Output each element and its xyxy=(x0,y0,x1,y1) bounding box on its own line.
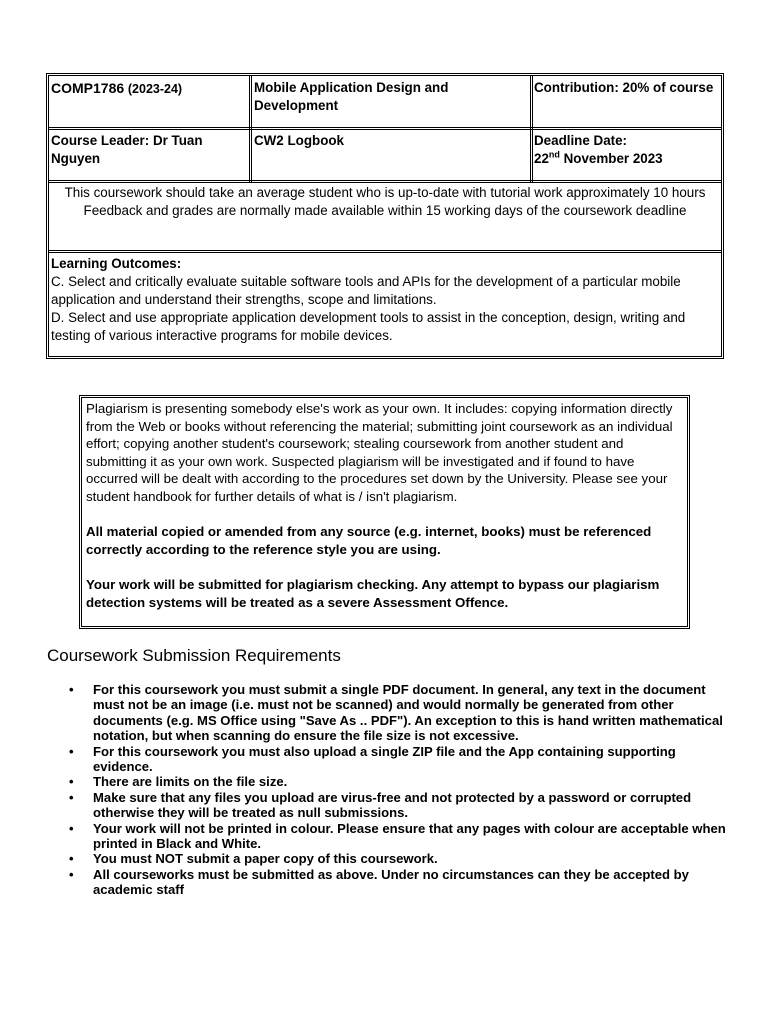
bullet-icon: • xyxy=(69,774,74,790)
requirement-text: For this coursework you must also upload a single ZIP file and the App containing supporting evidence. xyxy=(93,743,676,775)
learning-outcomes xyxy=(51,255,723,345)
course-code-cell xyxy=(51,79,247,98)
module-title: Mobile Application Design and Development xyxy=(254,80,449,113)
deadline-label: Deadline Date: xyxy=(534,133,628,148)
requirements-list xyxy=(66,682,726,898)
deadline-suffix: nd xyxy=(548,149,560,160)
section-heading: Coursework Submission Requirements xyxy=(47,646,341,665)
bullet-icon: • xyxy=(69,866,74,882)
contribution: Contribution: 20% of course xyxy=(534,80,714,95)
list-item xyxy=(66,867,726,898)
list-item xyxy=(66,821,726,852)
course-leader: Course Leader: Dr Tuan Nguyen xyxy=(51,133,203,166)
table-row-divider xyxy=(49,250,721,253)
course-code: COMP1786 xyxy=(51,80,125,96)
course-info-table xyxy=(46,73,724,359)
learning-outcomes-label: Learning Outcomes: xyxy=(51,256,182,271)
bullet-icon: • xyxy=(69,820,74,836)
list-item xyxy=(66,790,726,821)
table-row-divider xyxy=(49,180,721,183)
effort-note: This coursework should take an average student who is up-to-date with tutorial work approximately 10 hours xyxy=(64,185,706,200)
feedback-note: Feedback and grades are normally made available within 15 working days of the coursework deadline xyxy=(83,203,687,218)
list-item xyxy=(66,774,726,789)
bullet-icon: • xyxy=(69,682,74,697)
table-column-divider xyxy=(530,76,533,182)
deadline-day: 22 xyxy=(534,151,549,166)
referencing-notice: All material copied or amended from any source (e.g. internet, books) must be referenced correctly according to the reference style you are using. xyxy=(86,524,652,557)
course-year: (2023-24) xyxy=(127,82,183,96)
deadline-cell xyxy=(534,132,722,168)
list-item xyxy=(66,851,726,866)
bullet-icon: • xyxy=(69,789,74,805)
table-column-divider xyxy=(249,76,252,182)
bullet-icon: • xyxy=(69,743,74,759)
deadline-date xyxy=(534,150,722,168)
plagiarism-checking-notice: Your work will be submitted for plagiarism checking. Any attempt to bypass our plagiarism detection systems will be treated as a severe Assessment Offence. xyxy=(86,576,660,610)
requirement-text: Your work will not be printed in colour. Please ensure that any pages with colour are acceptable when printed in Black and White. xyxy=(93,820,726,852)
plagiarism-definition: Plagiarism is presenting somebody else's work as your own. It includes: copying information directly from the Web or books without referencing the material; submitting joint coursework as an individual effort; copying another student's coursework; stealing coursework from another student and submitting it as your own work. Suspected plagiarism will be investigated and if found to have occurred will be dealt with according to the procedures set down by the University. Please see your student handbook for further details of what is / isn't plagiarism. xyxy=(86,401,673,504)
requirement-text: Make sure that any files you upload are virus-free and not protected by a password or corrupted otherwise they will be treated as null submissions. xyxy=(93,789,692,821)
assignment-name: CW2 Logbook xyxy=(254,133,345,148)
course-notes xyxy=(53,184,717,220)
requirement-text: All courseworks must be submitted as above. Under no circumstances can they be accepted by academic staff xyxy=(93,866,689,898)
plagiarism-notice-box xyxy=(79,395,690,629)
bullet-icon: • xyxy=(69,851,74,867)
requirement-text: For this coursework you must submit a single PDF document. In general, any text in the document must not be an image (i.e. must not be scanned) and would normally be generated from other documents (e.g. MS Office using "Save As .. PDF"). An exception to this is hand written mathematical notation, but when scanning do ensure the file size is not excessive. xyxy=(93,682,723,744)
requirement-text: There are limits on the file size. xyxy=(93,774,288,790)
list-item xyxy=(66,744,726,775)
list-item xyxy=(66,682,726,744)
learning-outcome-d: D. Select and use appropriate application development tools to assist in the conception, design, writing and testing of various interactive programs for mobile devices. xyxy=(51,310,686,343)
table-row-divider xyxy=(49,127,721,130)
requirement-text: You must NOT submit a paper copy of this coursework. xyxy=(93,851,438,867)
deadline-month-year: November 2023 xyxy=(559,151,663,166)
learning-outcome-c: C. Select and critically evaluate suitable software tools and APIs for the development of a particular mobile application and understand their strengths, scope and limitations. xyxy=(51,274,681,307)
